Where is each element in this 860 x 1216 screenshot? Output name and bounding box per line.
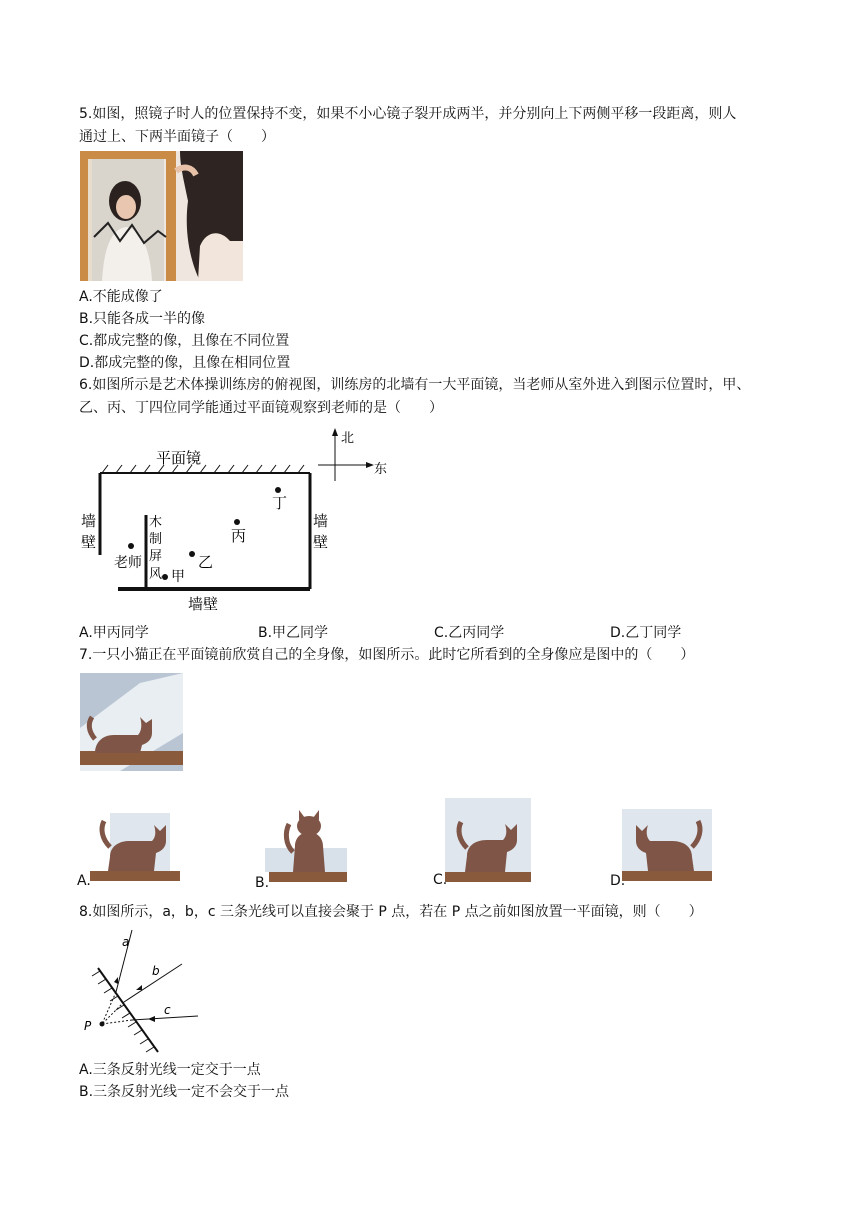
ding-dot: [275, 487, 281, 493]
q5-option-c: C.都成完整的像，且像在不同位置: [79, 333, 290, 349]
ray-b-extension: [102, 1002, 124, 1024]
ray-c-arrow-icon: [148, 1016, 155, 1022]
q7-option-c-label: C.: [433, 872, 448, 888]
q7-option-b-cat: [265, 792, 347, 884]
q7-option-c-cat: [445, 792, 531, 884]
bing-label: 丙: [231, 527, 247, 545]
bing-dot: [234, 519, 240, 525]
mirror-line: [98, 968, 158, 1052]
yi-label: 乙: [198, 553, 214, 571]
q6-stem-line2: 乙、丙、丁四位同学能通过平面镜观察到老师的是（ ）: [79, 400, 443, 416]
ray-c-extension: [102, 1020, 132, 1024]
ray-a-label: a: [122, 935, 130, 949]
wall-right-label-1: 墙: [313, 512, 329, 530]
teacher-label: 老师: [114, 555, 142, 571]
q8-option-b: B.三条反射光线一定不会交于一点: [79, 1084, 290, 1100]
q6-option-c: C.乙丙同学: [434, 625, 505, 641]
q7-option-a-label: A.: [77, 873, 91, 889]
jia-dot: [162, 574, 168, 580]
screen-label-4: 风: [149, 567, 163, 582]
screen-label-1: 木: [149, 515, 163, 530]
screen-label-2: 制: [149, 532, 163, 547]
mirror-hatching: [102, 465, 304, 473]
q5-stem-line2: 通过上、下两半面镜子（ ）: [79, 129, 275, 145]
ray-a-arrow-icon: [114, 977, 118, 984]
ding-label: 丁: [272, 494, 288, 512]
ray-b-arrow-icon: [136, 985, 142, 990]
wall-right-label-2: 壁: [313, 533, 329, 551]
point-p-label: P: [84, 1019, 92, 1033]
screen-label-3: 屏: [149, 549, 163, 564]
mirror-label: 平面镜: [156, 449, 202, 467]
q5-mirror-photo: [80, 151, 243, 281]
q7-cat-mirror-photo: [80, 673, 183, 771]
q5-option-b: B.只能各成一半的像: [79, 311, 206, 327]
q7-option-a-cat: [90, 795, 180, 885]
teacher-dot: [128, 543, 134, 549]
north-label: 北: [341, 431, 355, 446]
q6-option-a: A.甲丙同学: [79, 625, 149, 641]
ray-c-label: c: [164, 1003, 171, 1017]
q8-ray-diagram: [80, 926, 205, 1054]
east-label: 东: [374, 462, 388, 477]
east-arrow-icon: [366, 462, 374, 468]
yi-dot: [189, 551, 195, 557]
q7-option-b-label: B.: [255, 875, 270, 891]
q8-stem: 8.如图所示，a，b，c 三条光线可以直接会聚于 P 点，若在 P 点之前如图放置一平面镜，则（ ）: [79, 904, 703, 920]
q5-option-a: A.不能成像了: [79, 289, 163, 305]
q5-option-d: D.都成完整的像，且像在相同位置: [79, 355, 291, 371]
ray-a-extension: [102, 992, 116, 1024]
mirror-hatching: [92, 971, 154, 1052]
jia-label: 甲: [171, 569, 185, 585]
point-p-dot: [100, 1022, 105, 1027]
q7-stem: 7.一只小猫正在平面镜前欣赏自己的全身像，如图所示。此时它所看到的全身像应是图中的（ ）: [79, 647, 695, 663]
q6-option-b: B.甲乙同学: [258, 625, 329, 641]
ray-b-label: b: [152, 964, 160, 978]
wall-bottom-label: 墙壁: [188, 595, 219, 613]
q7-option-d-label: D.: [610, 873, 626, 889]
north-arrow-icon: [332, 428, 338, 436]
q6-stem-line1: 6.如图所示是艺术体操训练房的俯视图，训练房的北墙有一大平面镜，当老师从室外进入到图示位置时，甲、: [79, 377, 751, 393]
wall-left-label-1: 墙: [81, 512, 97, 530]
q6-room-diagram: [78, 425, 398, 615]
wall-left-label-2: 壁: [81, 533, 97, 551]
q6-option-d: D.乙丁同学: [610, 625, 682, 641]
q7-option-d-cat: [622, 795, 712, 885]
q5-stem-line1: 5.如图，照镜子时人的位置保持不变，如果不小心镜子裂开成两半，并分别向上下两侧平移一段距离，则人: [79, 106, 737, 122]
q8-option-a: A.三条反射光线一定交于一点: [79, 1062, 261, 1078]
